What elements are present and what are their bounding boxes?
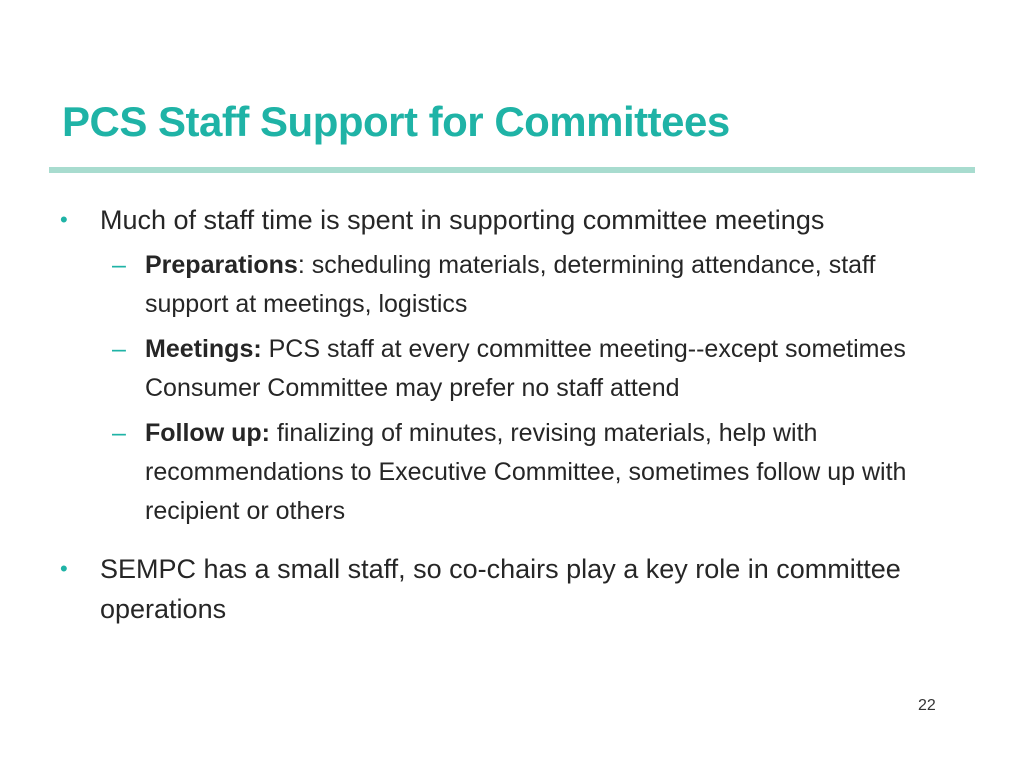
sub-bullet-label: Meetings: xyxy=(145,335,262,363)
bullet-text: SEMPC has a small staff, so co-chairs play a key role in committee operations xyxy=(100,554,901,624)
dash-icon: – xyxy=(112,251,126,279)
sub-bullet-text: PCS staff at every committee meeting--except sometimes Consumer Committee may prefer no staff attend xyxy=(145,335,906,402)
sub-bullet-item xyxy=(0,330,965,408)
page-number: 22 xyxy=(918,697,936,714)
dash-icon: – xyxy=(112,335,126,363)
bullet-item xyxy=(0,200,970,240)
bullet-icon: • xyxy=(60,556,68,581)
bullet-icon: • xyxy=(60,207,68,232)
bullet-text: Much of staff time is spent in supporting committee meetings xyxy=(100,205,825,235)
title-underline xyxy=(49,167,975,173)
dash-icon: – xyxy=(112,419,126,447)
sub-bullet-item xyxy=(0,414,965,531)
sub-bullet-item xyxy=(0,246,965,324)
sub-bullet-text: : scheduling materials, determining attendance, staff support at meetings, logistics xyxy=(145,251,876,318)
sub-bullet-label: Preparations xyxy=(145,251,298,279)
slide-content xyxy=(0,200,1024,629)
sub-bullet-text: finalizing of minutes, revising materials, help with recommendations to Executive Committee, sometimes follow up with recipient or others xyxy=(145,419,907,525)
sub-bullet-label: Follow up: xyxy=(145,419,270,447)
slide-title: PCS Staff Support for Committees xyxy=(62,98,730,145)
bullet-item xyxy=(0,549,970,629)
